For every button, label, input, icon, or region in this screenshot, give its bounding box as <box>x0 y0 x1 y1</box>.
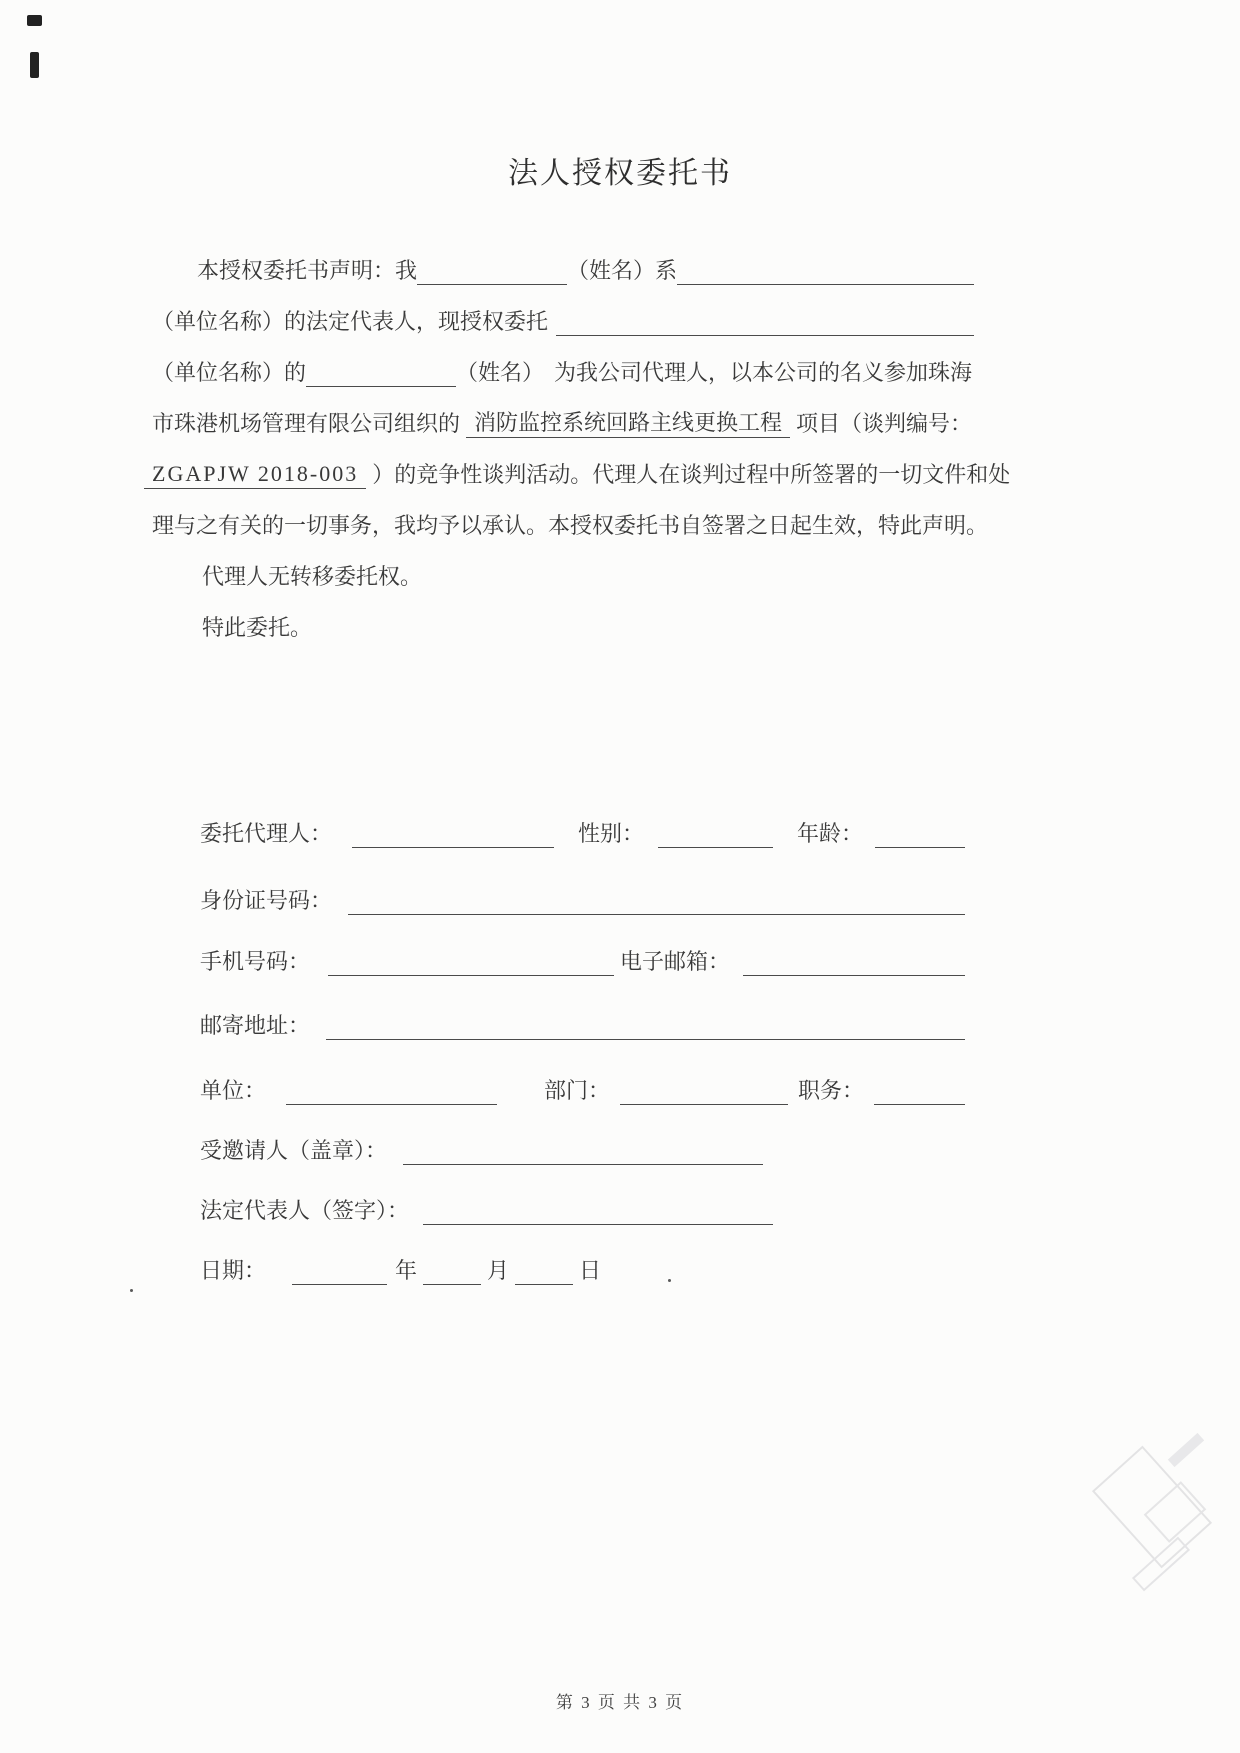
page-number: 第 3 页 共 3 页 <box>555 1693 685 1712</box>
form-row-address <box>200 1007 965 1037</box>
scan-artifact <box>27 15 42 26</box>
invitee-label: 受邀请人（盖章）： <box>200 1138 388 1163</box>
invitee-seal-field <box>403 1164 763 1165</box>
company-field <box>286 1104 497 1105</box>
position-label: 职务： <box>798 1078 865 1103</box>
agent-name-field <box>352 847 554 848</box>
age-label: 年龄： <box>797 821 864 846</box>
company-name-blank <box>677 284 974 285</box>
project-name-filled: 消防监控系统回路主线更换工程 <box>466 412 790 438</box>
gender-field <box>658 847 773 848</box>
line6-text: 理与之有关的一切事务，我均予以承认。本授权委托书自签署之日起生效，特此声明。 <box>152 513 989 538</box>
faint-stamp-artifact <box>1100 1435 1240 1625</box>
form-row-date <box>200 1252 965 1282</box>
negotiation-number-filled: ZGAPJW 2018-003 <box>144 463 366 489</box>
form-row-id <box>200 882 965 912</box>
form-row-company <box>200 1072 965 1102</box>
department-label: 部门： <box>544 1078 611 1103</box>
line3-text: （姓名） <box>456 360 545 385</box>
position-field <box>874 1104 965 1105</box>
stamp-shape <box>1092 1446 1212 1569</box>
address-label: 邮寄地址： <box>200 1013 311 1038</box>
scan-artifact <box>30 52 39 78</box>
page-title: 法人授权委托书 <box>508 157 732 190</box>
paragraph-line <box>152 486 989 538</box>
paragraph-line <box>152 588 974 639</box>
form-row-legal-rep <box>200 1192 965 1222</box>
department-field <box>620 1104 788 1105</box>
date-label: 日期： <box>200 1258 267 1283</box>
year-label: 年 <box>395 1258 418 1283</box>
line4-text: 项目（谈判编号： <box>796 411 973 436</box>
phone-label: 手机号码： <box>200 949 311 974</box>
legal-rep-label: 法定代表人（签字）： <box>200 1198 410 1223</box>
date-month-field <box>423 1284 481 1285</box>
principal-name-blank <box>417 284 567 285</box>
paragraph-line <box>152 231 974 282</box>
line5-text: ）的竞争性谈判活动。代理人在谈判过程中所签署的一切文件和处 <box>372 462 1011 487</box>
month-label: 月 <box>487 1258 510 1283</box>
form-row-agent <box>200 815 965 845</box>
scan-dot <box>668 1279 671 1282</box>
email-field <box>743 975 965 976</box>
address-field <box>326 1039 965 1040</box>
paragraph-line <box>152 384 974 435</box>
agent-name-blank <box>306 386 456 387</box>
line3-text: （单位名称）的 <box>152 360 307 385</box>
line1-text: （姓名）系 <box>567 258 678 283</box>
line2-text: （单位名称）的法定代表人，现授权委托 <box>152 309 549 334</box>
age-field <box>875 847 965 848</box>
stamp-shape <box>1144 1481 1207 1543</box>
email-label: 电子邮箱： <box>620 949 731 974</box>
company-label: 单位： <box>200 1078 267 1103</box>
paragraph-line <box>152 333 974 384</box>
agent-label: 委托代理人： <box>200 821 333 846</box>
line4-text: 市珠港机场管理有限公司组织的 <box>152 411 461 436</box>
declaration-paragraph <box>152 231 1011 640</box>
scan-dot <box>130 1289 133 1292</box>
gender-label: 性别： <box>578 821 645 846</box>
day-label: 日 <box>579 1258 602 1283</box>
line8-text: 特此委托。 <box>202 615 313 640</box>
form-row-invitee <box>200 1132 965 1162</box>
id-number-label: 身份证号码： <box>200 888 333 913</box>
stamp-shape <box>1132 1537 1190 1592</box>
paragraph-line <box>152 435 1011 487</box>
id-number-field <box>348 914 965 915</box>
form-row-phone-email <box>200 943 965 973</box>
line3-text: 为我公司代理人，以本公司的名义参加珠海 <box>554 360 973 385</box>
legal-rep-signature-field <box>423 1224 773 1225</box>
date-year-field <box>292 1284 387 1285</box>
line1-text: 本授权委托书声明：我 <box>197 258 418 283</box>
paragraph-line <box>152 537 974 588</box>
line7-text: 代理人无转移委托权。 <box>202 564 423 589</box>
paragraph-line <box>152 282 974 333</box>
date-day-field <box>515 1284 573 1285</box>
entrusted-company-blank <box>556 335 974 336</box>
phone-field <box>328 975 614 976</box>
stamp-shape <box>1168 1433 1204 1467</box>
